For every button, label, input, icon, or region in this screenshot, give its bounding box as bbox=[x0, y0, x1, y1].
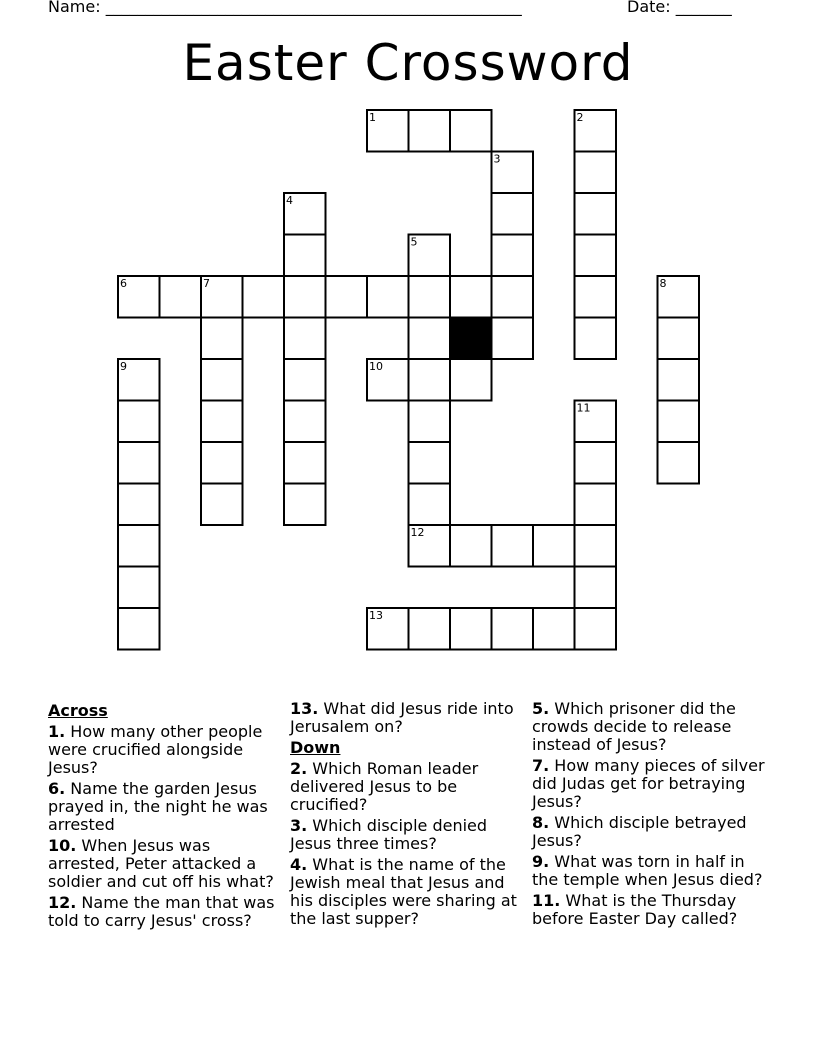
crossword-cell[interactable] bbox=[409, 235, 451, 277]
crossword-cell[interactable] bbox=[658, 276, 700, 318]
clue-number: 9 bbox=[120, 360, 127, 373]
clue-down-5: 5. Which prisoner did the crowds decide to release instead of Jesus? bbox=[532, 699, 736, 754]
cell-box[interactable] bbox=[118, 525, 160, 567]
clue-number: 10 bbox=[369, 360, 383, 373]
cell-box[interactable] bbox=[118, 442, 160, 484]
date-field[interactable] bbox=[627, 0, 732, 17]
cell-box[interactable] bbox=[243, 276, 285, 318]
crossword-cell[interactable] bbox=[284, 442, 326, 484]
crossword-cell[interactable] bbox=[284, 318, 326, 360]
crossword-cell[interactable] bbox=[201, 484, 243, 526]
cell-box[interactable] bbox=[409, 525, 451, 567]
clue-down-11: 11. What is the Thursday before Easter Day called? bbox=[532, 891, 738, 928]
cell-box[interactable] bbox=[492, 193, 534, 235]
crossword-cell[interactable] bbox=[409, 318, 451, 360]
clue-across-12: 12. Name the man that was told to carry Jesus' cross? bbox=[48, 893, 275, 930]
crossword-cell[interactable] bbox=[118, 442, 160, 484]
crossword-cell[interactable] bbox=[201, 318, 243, 360]
crossword-cell[interactable] bbox=[409, 110, 451, 152]
crossword-cell[interactable] bbox=[201, 442, 243, 484]
cell-box[interactable] bbox=[575, 318, 617, 360]
cell-box[interactable] bbox=[575, 152, 617, 194]
crossword-cell[interactable] bbox=[409, 608, 451, 650]
crossword-cell[interactable] bbox=[575, 193, 617, 235]
crossword-cell[interactable] bbox=[118, 276, 160, 318]
crossword-cell[interactable] bbox=[492, 318, 534, 360]
cell-box[interactable] bbox=[284, 442, 326, 484]
cell-box[interactable] bbox=[575, 608, 617, 650]
cell-box[interactable] bbox=[409, 235, 451, 277]
cell-box[interactable] bbox=[201, 318, 243, 360]
cell-box[interactable] bbox=[575, 276, 617, 318]
date-label: Date: bbox=[627, 0, 671, 16]
cell-box[interactable] bbox=[575, 442, 617, 484]
cell-box[interactable] bbox=[326, 276, 368, 318]
cell-box[interactable] bbox=[201, 484, 243, 526]
clue-across-13: 13. What did Jesus ride into Jerusalem on? bbox=[290, 699, 514, 736]
page-title: Easter Crossword bbox=[182, 34, 634, 92]
crossword-cell[interactable] bbox=[658, 401, 700, 443]
cell-box[interactable] bbox=[118, 401, 160, 443]
crossword-cell[interactable] bbox=[284, 235, 326, 277]
cell-box[interactable] bbox=[118, 567, 160, 609]
crossword-cell[interactable] bbox=[409, 442, 451, 484]
cell-box[interactable] bbox=[575, 401, 617, 443]
down-heading: Down bbox=[290, 738, 341, 757]
clue-number: 11 bbox=[576, 401, 591, 415]
cell-box[interactable] bbox=[492, 276, 534, 318]
crossword-cell[interactable] bbox=[201, 359, 243, 401]
crossword-cell[interactable] bbox=[575, 608, 617, 650]
cell-box[interactable] bbox=[492, 608, 534, 650]
cell-box[interactable] bbox=[284, 276, 326, 318]
crossword-cell[interactable] bbox=[575, 276, 617, 318]
cell-box[interactable] bbox=[533, 608, 575, 650]
clues-column-3 bbox=[532, 700, 768, 931]
cell-box[interactable] bbox=[575, 110, 617, 152]
crossword-cell[interactable] bbox=[450, 359, 492, 401]
crossword-cell[interactable] bbox=[492, 193, 534, 235]
cell-box[interactable] bbox=[284, 484, 326, 526]
cell-box[interactable] bbox=[575, 484, 617, 526]
crossword-cell[interactable] bbox=[658, 359, 700, 401]
cell-box[interactable] bbox=[409, 401, 451, 443]
crossword-cell[interactable] bbox=[575, 235, 617, 277]
cell-box[interactable] bbox=[201, 442, 243, 484]
crossword-cell[interactable] bbox=[118, 525, 160, 567]
crossword-cell[interactable] bbox=[160, 276, 202, 318]
cell-box[interactable] bbox=[575, 235, 617, 277]
cell-box[interactable] bbox=[118, 276, 160, 318]
clue-number: 13 bbox=[369, 609, 383, 622]
clue-across-1: 1. How many other people were crucified alongside Jesus? bbox=[48, 722, 263, 777]
cell-box[interactable] bbox=[284, 193, 326, 235]
crossword-cell[interactable] bbox=[575, 318, 617, 360]
crossword-cell[interactable] bbox=[575, 401, 617, 443]
clue-down-2: 2. Which Roman leader delivered Jesus to be crucified? bbox=[290, 759, 479, 814]
cell-box[interactable] bbox=[118, 484, 160, 526]
crossword-cell[interactable] bbox=[492, 525, 534, 567]
crossword-cell[interactable] bbox=[367, 110, 409, 152]
cell-box[interactable] bbox=[367, 110, 409, 152]
cell-box[interactable] bbox=[409, 110, 451, 152]
crossword-cell[interactable] bbox=[492, 152, 534, 194]
clue-number: 8 bbox=[659, 277, 667, 290]
clue-down-9: 9. What was torn in half in the temple when Jesus died? bbox=[532, 852, 763, 889]
crossword-cell[interactable] bbox=[658, 318, 700, 360]
cell-box[interactable] bbox=[450, 110, 492, 152]
crossword-cell[interactable] bbox=[284, 484, 326, 526]
cell-box[interactable] bbox=[118, 608, 160, 650]
crossword-cell[interactable] bbox=[118, 567, 160, 609]
crossword-cell[interactable] bbox=[118, 359, 160, 401]
cell-box[interactable] bbox=[492, 318, 534, 360]
crossword-cell[interactable] bbox=[533, 608, 575, 650]
cell-box[interactable] bbox=[450, 608, 492, 650]
crossword-cell[interactable] bbox=[575, 110, 617, 152]
cell-box[interactable] bbox=[658, 318, 700, 360]
crossword-cell[interactable] bbox=[367, 276, 409, 318]
cell-box[interactable] bbox=[118, 359, 160, 401]
crossword-cell[interactable] bbox=[450, 110, 492, 152]
cell-box[interactable] bbox=[575, 525, 617, 567]
crossword-cell[interactable] bbox=[326, 276, 368, 318]
crossword-cell[interactable] bbox=[492, 235, 534, 277]
crossword-cell[interactable] bbox=[450, 276, 492, 318]
crossword-cell[interactable] bbox=[409, 401, 451, 443]
name-label: Name: bbox=[48, 0, 101, 16]
cell-box[interactable] bbox=[575, 193, 617, 235]
clue-number: 1 bbox=[369, 111, 376, 124]
clue-number: 12 bbox=[410, 526, 425, 539]
clue-number: 6 bbox=[120, 277, 127, 290]
clue-down-7: 7. How many pieces of silver did Judas get for betraying Jesus? bbox=[532, 756, 765, 811]
crossword-cell[interactable] bbox=[575, 152, 617, 194]
crossword-cell[interactable] bbox=[284, 193, 326, 235]
cell-box[interactable] bbox=[160, 276, 202, 318]
crossword-cell[interactable] bbox=[658, 442, 700, 484]
clues-column-1 bbox=[48, 700, 284, 933]
date-blank[interactable]: _______ bbox=[675, 0, 732, 16]
cell-box[interactable] bbox=[450, 525, 492, 567]
cell-box[interactable] bbox=[492, 525, 534, 567]
clue-across-6: 6. Name the garden Jesus prayed in, the night he was arrested bbox=[48, 779, 268, 834]
cell-box[interactable] bbox=[409, 318, 451, 360]
cell-box[interactable] bbox=[575, 567, 617, 609]
cell-box[interactable] bbox=[409, 484, 451, 526]
crossword-cell[interactable] bbox=[492, 608, 534, 650]
crossword-cell[interactable] bbox=[118, 484, 160, 526]
cell-box[interactable] bbox=[201, 276, 243, 318]
cell-box[interactable] bbox=[284, 359, 326, 401]
name-blank[interactable]: ____________________________________________________ bbox=[105, 0, 522, 16]
cell-box[interactable] bbox=[284, 235, 326, 277]
crossword-cell[interactable] bbox=[409, 484, 451, 526]
crossword-cell[interactable] bbox=[284, 359, 326, 401]
cell-box[interactable] bbox=[492, 152, 534, 194]
cell-box[interactable] bbox=[409, 608, 451, 650]
black-square bbox=[450, 318, 492, 360]
cell-box[interactable] bbox=[658, 442, 700, 484]
clue-down-8: 8. Which disciple betrayed Jesus? bbox=[532, 813, 747, 850]
cell-box[interactable] bbox=[409, 359, 451, 401]
crossword-cell[interactable] bbox=[575, 484, 617, 526]
crossword-cell[interactable] bbox=[409, 276, 451, 318]
crossword-cell[interactable] bbox=[284, 276, 326, 318]
clues-column-2 bbox=[290, 700, 526, 931]
clue-number: 5 bbox=[410, 235, 418, 249]
crossword-cell[interactable] bbox=[201, 276, 243, 318]
clue-number: 7 bbox=[203, 277, 210, 290]
cell-box[interactable] bbox=[367, 608, 409, 650]
crossword-cell[interactable] bbox=[533, 525, 575, 567]
across-heading: Across bbox=[48, 701, 108, 720]
crossword-cell[interactable] bbox=[118, 608, 160, 650]
crossword-cell[interactable] bbox=[575, 442, 617, 484]
cell-box[interactable] bbox=[201, 359, 243, 401]
cell-box[interactable] bbox=[450, 276, 492, 318]
cell-box[interactable] bbox=[658, 401, 700, 443]
cell-box[interactable] bbox=[409, 276, 451, 318]
crossword-cell[interactable] bbox=[367, 608, 409, 650]
cell-box[interactable] bbox=[492, 235, 534, 277]
clue-number: 4 bbox=[286, 194, 293, 207]
cell-box[interactable] bbox=[658, 276, 700, 318]
clue-down-4: 4. What is the name of the Jewish meal that Jesus and his disciples were sharing at the last supper? bbox=[290, 855, 517, 928]
cell-box[interactable] bbox=[367, 359, 409, 401]
crossword-cell[interactable] bbox=[492, 276, 534, 318]
crossword-cell[interactable] bbox=[243, 276, 285, 318]
crossword-cell[interactable] bbox=[575, 525, 617, 567]
cell-box[interactable] bbox=[658, 359, 700, 401]
crossword-cell[interactable] bbox=[284, 401, 326, 443]
crossword-cell[interactable] bbox=[201, 401, 243, 443]
crossword-cell[interactable] bbox=[450, 608, 492, 650]
crossword-cell[interactable] bbox=[450, 525, 492, 567]
clue-down-3: 3. Which disciple denied Jesus three times? bbox=[290, 816, 488, 853]
cell-box[interactable] bbox=[367, 276, 409, 318]
cell-box[interactable] bbox=[450, 359, 492, 401]
clue-number: 3 bbox=[493, 152, 501, 166]
cell-box[interactable] bbox=[533, 525, 575, 567]
crossword-cell[interactable] bbox=[575, 567, 617, 609]
crossword-cell[interactable] bbox=[367, 359, 409, 401]
crossword-cell[interactable] bbox=[118, 401, 160, 443]
clue-number: 2 bbox=[576, 111, 584, 124]
cell-box[interactable] bbox=[201, 401, 243, 443]
cell-box[interactable] bbox=[284, 318, 326, 360]
crossword-cell[interactable] bbox=[409, 525, 451, 567]
crossword-cell[interactable] bbox=[409, 359, 451, 401]
clue-across-10: 10. When Jesus was arrested, Peter attacked a soldier and cut off his what? bbox=[48, 836, 274, 891]
name-field[interactable] bbox=[48, 0, 522, 17]
cell-box[interactable] bbox=[284, 401, 326, 443]
cell-box[interactable] bbox=[409, 442, 451, 484]
